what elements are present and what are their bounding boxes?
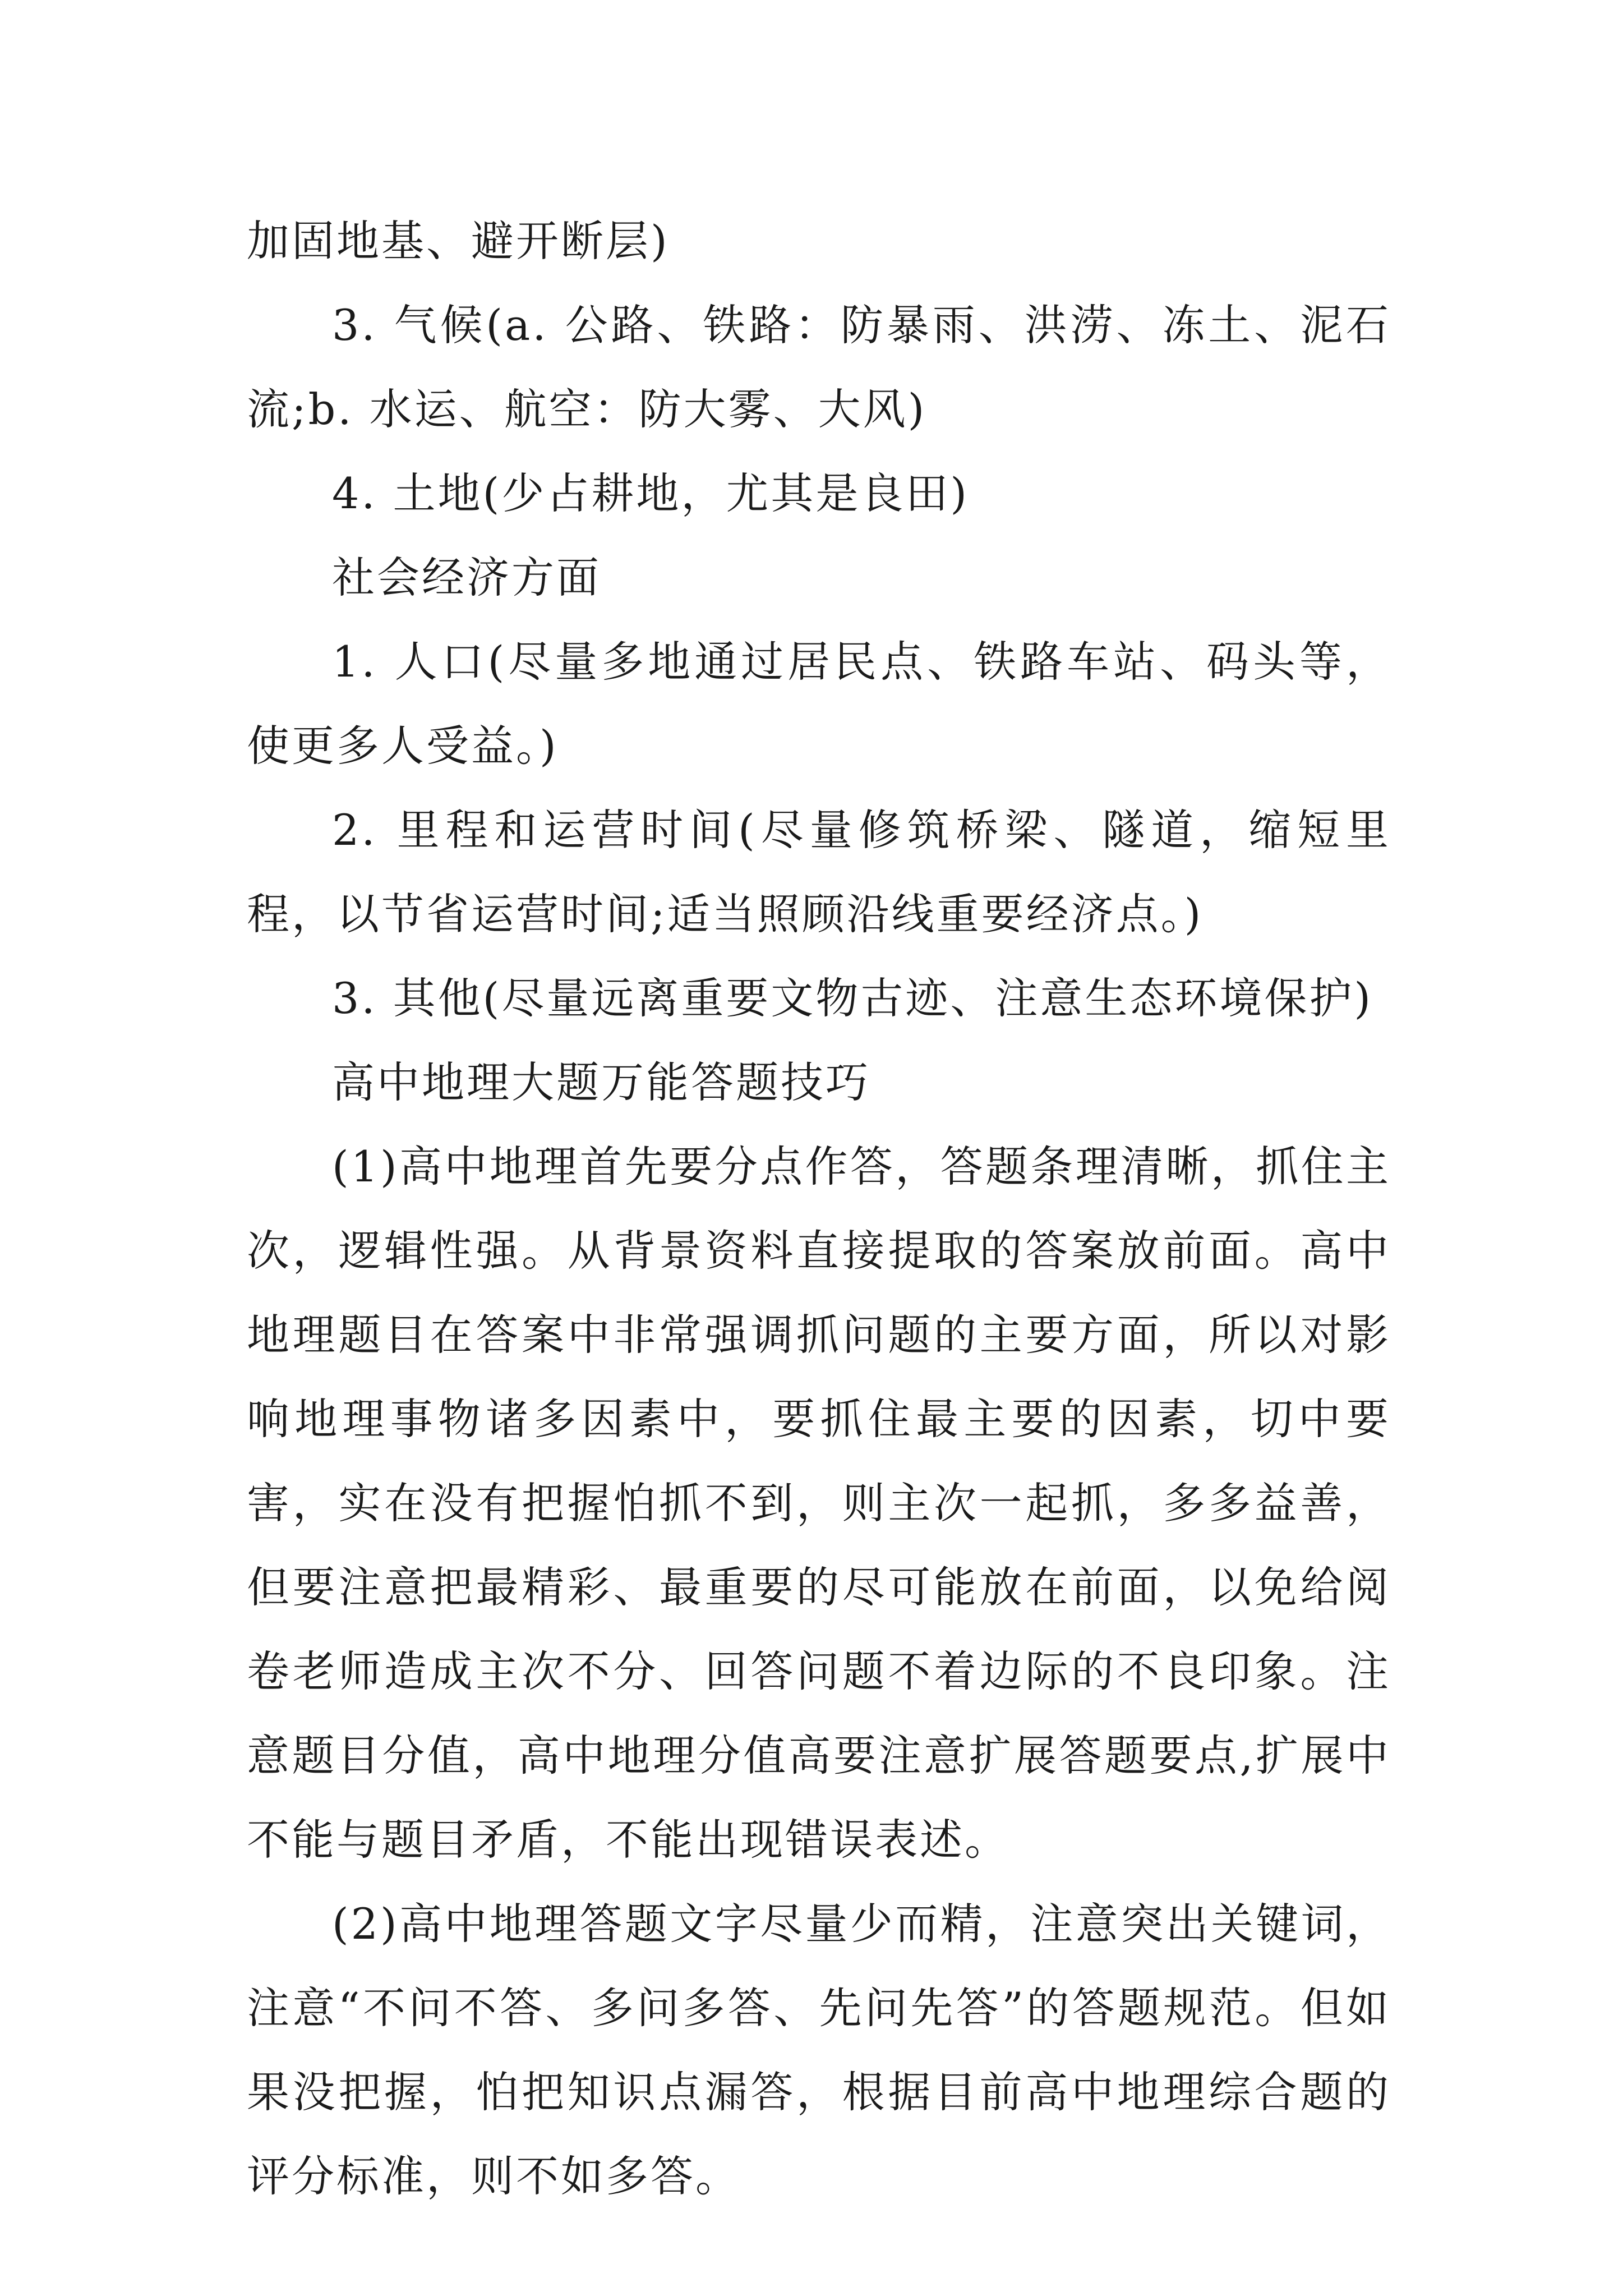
paragraph-foundation: 加固地基、避开断层) [247,216,670,266]
section-heading-socioeconomic: 社会经济方面 [332,553,601,602]
section-heading-answer-tips: 高中地理大题万能答题技巧 [332,1057,870,1107]
paragraph-climate: 3. 气候(a. 公路、铁路：防暴雨、洪涝、冻土、泥石流;b. 水运、航空：防大雾、大风) [247,300,1391,434]
paragraph-tip-2: (2)高中地理答题文字尽量少而精，注意突出关键词，注意“不问不答、多问多答、先问先答”的答题规范。但如果没把握，怕把知识点漏答，根据目前高中地理综合题的评分标准，则不如多答。 [247,1899,1391,2201]
paragraph-other: 3. 其他(尽量远离重要文物古迹、注意生态环境保护) [332,973,1373,1023]
paragraph-tip-1: (1)高中地理首先要分点作答，答题条理清晰，抓住主次，逻辑性强。从背景资料直接提取的答案放前面。高中地理题目在答案中非常强调抓问题的主要方面，所以对影响地理事物诸多因素中，要抓住最主要的因素，切中要害，实在没有把握怕抓不到，则主次一起抓，多多益善，但要注意把最精彩、最重要的尽可能放在前面，以免给阅卷老师造成主次不分、回答问题不着边际的不良印象。注意题目分值，高中地理分值高要注意扩展答题要点,扩展中不能与题目矛盾，不能出现错误表述。 [247,1142,1391,1865]
document-page [247,199,1391,2219]
paragraph-mileage: 2. 里程和运营时间(尽量修筑桥梁、隧道，缩短里程，以节省运营时间;适当照顾沿线重要经济点。) [247,805,1391,939]
paragraph-population: 1. 人口(尽量多地通过居民点、铁路车站、码头等，使更多人受益。) [247,637,1391,771]
paragraph-land: 4. 土地(少占耕地，尤其是良田) [332,468,969,518]
